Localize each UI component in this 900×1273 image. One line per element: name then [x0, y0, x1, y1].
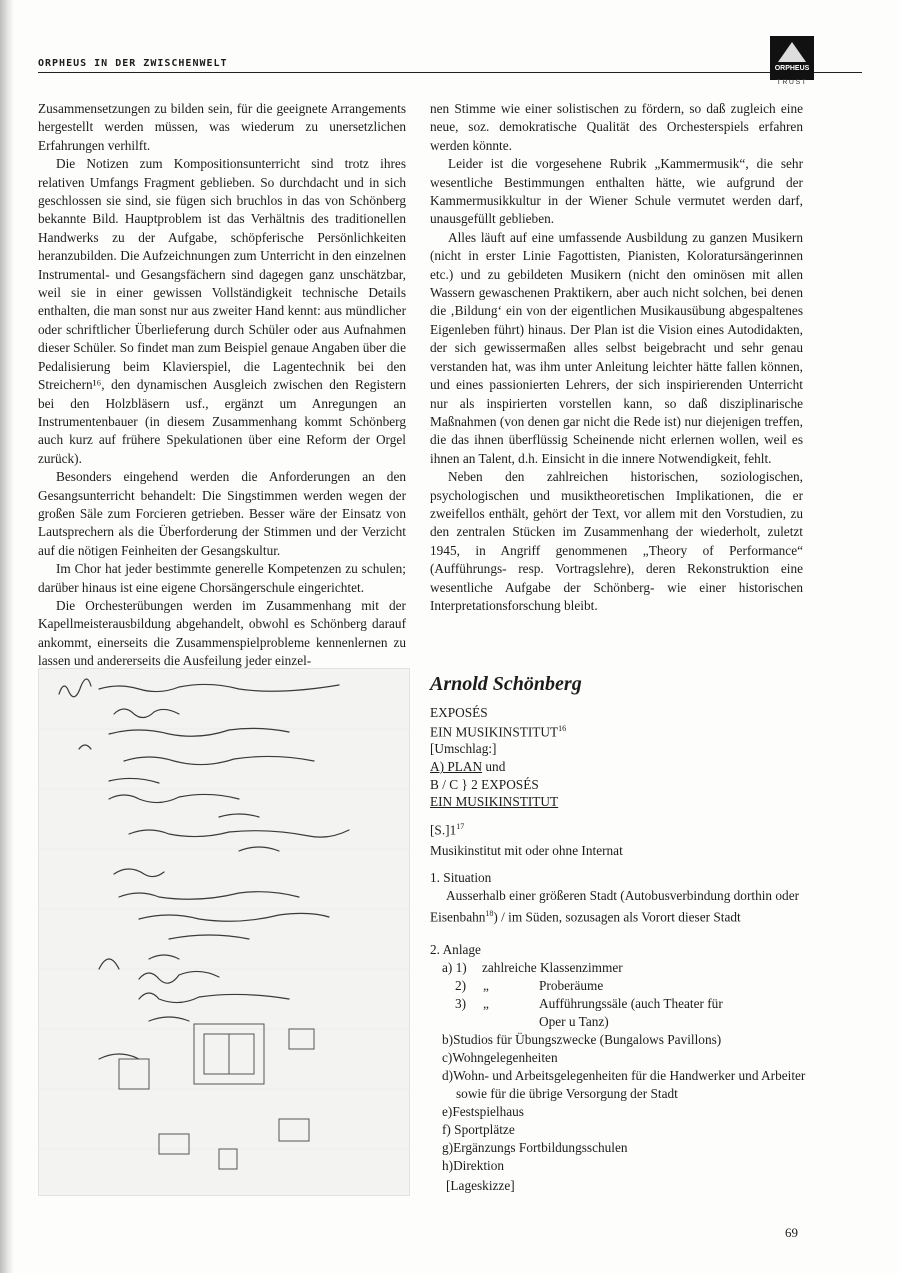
institut-line: EIN MUSIKINSTITUT: [430, 794, 559, 809]
paragraph: Alles läuft auf eine umfassende Ausbildung zu ganzen Musikern (nicht in erster Linie Fagottisten, Pianisten, Koloratursängerinnen etc.) und zu gebildeten Musikern (nicht den ominösen mit allen Wassern gewaschenen Praktikern, aber auch nicht solchen, bei denen die ‚Bildung‘ ein von der eigentlichen Musikausübung abgespaltenes Eigenleben führt) hinaus. Der Plan ist die Vision eines Autodidakten, der sich gewissermaßen alles selbst beigebracht und sehr genau verstanden hat, was ihm unter Anleitung leichter hätte fallen können, und eines passionierten Lehrers, der sich inspirierenden Unterricht nur als inspirierten vorstellen kann, so daß disziplinarische Maßnahmen (von denen gar nicht die Rede ist) nur diejenigen treffen, die das ihnen überflüssig Scheinende nicht erlernen wollen, weil es ihnen an Talent, d.h. Einsicht in die innere Notwendigkeit, fehlt.: [430, 229, 803, 466]
list-item: [455, 995, 795, 1031]
list-text: Aufführungssäle (auch Theater für Oper u Tanz): [539, 996, 723, 1029]
list-text: zahlreiche Klassenzimmer: [482, 960, 623, 975]
left-column: [38, 100, 406, 671]
right-column: [430, 100, 803, 615]
paragraph: Im Chor hat jeder bestimmte generelle Kompetenzen zu schulen; darüber hinaus ist eine eigene Chorsängerschule eingerichtet.: [38, 561, 406, 595]
handwritten-manuscript-image: [39, 669, 409, 1195]
plan-label: A) PLAN: [430, 759, 483, 774]
ditto-mark: „: [483, 996, 489, 1011]
list-item: [455, 977, 795, 995]
page-number: 69: [785, 1225, 798, 1240]
paragraph: Die Notizen zum Kompositionsunterricht sind trotz ihres relativen Umfangs Fragment geblieben. So durchdacht und in sich geschlossen sie sind, sie fügen sich bruchlos in das von Schönberg bekannte Bild. Hauptproblem ist das Verhältnis des traditionellen Handwerks zu der Aufgabe, schöpferische Persönlichkeiten heranzubilden. Die Aufzeichnungen zum Unterricht in den einzelnen Instrumental- und Gesangsfächern sind dagegen ganz unschätzbar, weil sie in einer gewissen Vollständigkeit technische Details enthalten, die man sonst nur aus zweiter Hand kennt: aus mündlicher oder schriftlicher Überlieferung durch Schüler oder aus Aufnahmen dieser Schüler. So findet man zum Beispiel genaue Angaben über die Pedalisierung beim Klavierspiel, die Lagentechnik bei den Streichern¹⁶, den dynamischen Ausgleich zwischen den Registern bei den Holzbläsern usf., ergänzt um Anregungen an Instrumentenbauer (in diesem Zusammenhang kommt Schönberg auch kurz auf frühere Spekulationen über eine Reform der Orgel zurück).: [38, 156, 406, 466]
paragraph: Neben den zahlreichen historischen, soziologischen, psychologischen und musiktheoretischen Implikationen, die er zweifellos enthält, gehört der Text, vor allem mit den Vorstudien, zu den zentralen Stücken im Zusammenhang der wiederholt, zuletzt 1945, in Angriff genommenen „Theory of Performance“ (Aufführungs- resp. Vortragslehre), deren Rekonstruktion eine wesentliche Aufgabe der Schönberg- wie einer historischen Interpretationsforschung bleibt.: [430, 469, 803, 613]
logo-subtitle: TRUST: [776, 79, 808, 86]
exposes-line: B / C } 2 EXPOSÉS: [430, 777, 539, 792]
logo-name: ORPHEUS: [774, 65, 810, 72]
header-rule: [38, 72, 862, 73]
paragraph: Leider ist die vorgesehene Rubrik „Kammermusik“, die sehr wesentliche Bestimmungen enthalten hätte, wie aufgrund der Kammermusikkultur in der Wiener Schule vermutet werden darf, unausgefüllt geblieben.: [430, 156, 803, 227]
lageskizze-note: [Lageskizze]: [446, 1178, 515, 1193]
heading-text: EIN MUSIKINSTITUT: [430, 724, 559, 740]
umschlag-line: [Umschlag:]: [430, 741, 497, 756]
ditto-mark: „: [483, 978, 489, 993]
plan-line: [430, 758, 810, 776]
anlage-heading: 2. Anlage: [430, 942, 481, 957]
plan-rest: und: [482, 759, 506, 774]
list-label: a) 1): [442, 960, 467, 975]
list-item: [442, 959, 802, 977]
paragraph: Besonders eingehend werden die Anforderungen an den Gesangsunterricht behandelt: Die Singstimmen werden wegen der großen Säle zum Forcieren getrieben. Besser wäre der Einsatz von Lautsprechern als die Überforderung der Stimmen und der Verzicht auf die nötigen Feinheiten der Gesangskultur.: [38, 469, 406, 558]
orpheus-trust-logo: [770, 36, 814, 80]
institut-subtitle: Musikinstitut mit oder ohne Internat: [430, 843, 623, 858]
paragraph: Zusammensetzungen zu bilden sein, für die geeignete Arrangements hergestellt werden müssen, was wiederum zu unersetzlichen Erfahrungen verhilft.: [38, 101, 406, 153]
paragraph: nen Stimme wie einer solistischen zu fördern, so daß zugleich eine neue, soz. demokratische Qualität des Orchesterspiels erfahren werden könnte.: [430, 101, 803, 153]
running-header: ORPHEUS IN DER ZWISCHENWELT: [38, 58, 228, 69]
manuscript-facsimile: [38, 668, 410, 1196]
list-label: 3): [455, 996, 467, 1011]
list-text: Proberäume: [539, 978, 604, 993]
list-item: b)Studios für Übungszwecke (Bungalows Pavillons): [442, 1032, 722, 1047]
situation-heading: 1. Situation: [430, 870, 492, 885]
footnote-18: 18: [485, 909, 494, 918]
footnote-17: 17: [456, 822, 465, 831]
list-item: d)Wohn- und Arbeitsgelegenheiten für die Handwerker und Arbeiter sowie für die übrige Versorgung der Stadt: [442, 1068, 806, 1101]
list-label: 2): [455, 978, 467, 993]
section-author: Arnold Schönberg: [430, 673, 582, 695]
list-item: f) Sportplätze: [442, 1122, 515, 1137]
list-item: c)Wohngelegenheiten: [442, 1050, 558, 1065]
situation-text: [430, 887, 808, 926]
exposes-heading: EXPOSÉS: [430, 705, 488, 720]
musikinstitut-heading: [430, 720, 810, 741]
page-gutter-shadow: [0, 0, 14, 1273]
situation-text-b: ) / im Süden, sozusagen als Vorort dieser Stadt: [493, 909, 741, 925]
page-label: [S.]1: [430, 822, 457, 838]
page-marker: [430, 818, 810, 839]
triangle-icon: [778, 42, 806, 62]
list-item: h)Direktion: [442, 1158, 505, 1173]
paragraph: Die Orchesterübungen werden im Zusammenhang mit der Kapellmeisterausbildung abgehandelt, obwohl es Schönberg darauf ankommt, einerseits die Zusammenspielprobleme kennenlernen zu lassen und andererseits die Ausfeilung jeder einzel-: [38, 597, 406, 669]
list-item: e)Festspielhaus: [442, 1104, 524, 1119]
list-item: g)Ergänzungs Fortbildungsschulen: [442, 1140, 628, 1155]
footnote-16: 16: [558, 724, 567, 733]
situation-text-a: Ausserhalb einer größeren Stadt (Autobusverbindung dorthin oder Eisenbahn: [430, 888, 800, 925]
